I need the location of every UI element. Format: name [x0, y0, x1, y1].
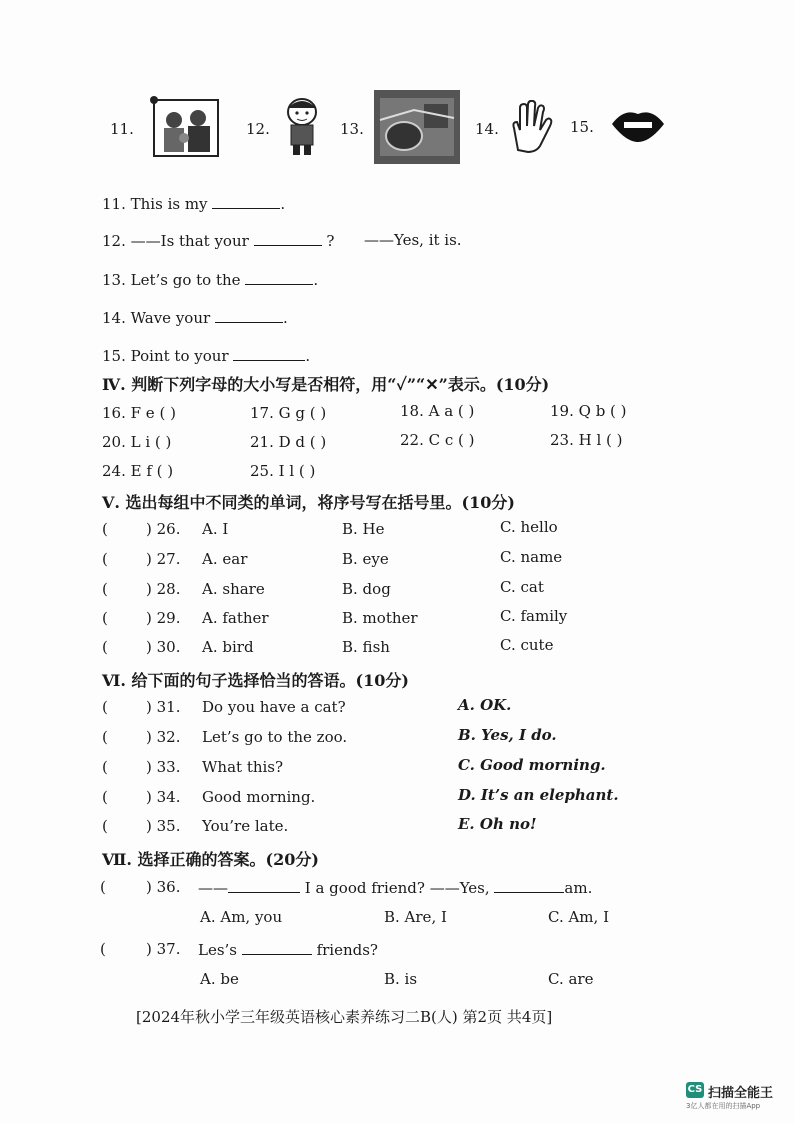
- answer-blank[interactable]: [245, 270, 313, 285]
- section-4-title: Ⅳ. 判断下列字母的大小写是否相符，用“✓”“✕”表示。(10分): [102, 375, 550, 394]
- question-text: Do you have a cat?: [202, 698, 346, 716]
- page-footer: [2024年秋小学三年级英语核心素养练习二B(人) 第2页 共4页]: [136, 1008, 553, 1026]
- case-check-item[interactable]: 21. D d ( ): [250, 433, 327, 451]
- zoo-icon: [374, 90, 460, 164]
- answer-blank[interactable]: [228, 878, 300, 893]
- question-text: Let’s go to the zoo.: [202, 728, 348, 746]
- option-c: C. name: [500, 548, 563, 566]
- case-check-item[interactable]: 19. Q b ( ): [550, 402, 627, 420]
- option-a: A. ear: [202, 550, 248, 568]
- question-36-text: —— I a good friend? ——Yes, am.: [198, 879, 593, 897]
- option-c: C. cat: [500, 578, 544, 596]
- answer-blank[interactable]: [494, 878, 564, 893]
- answer-blank[interactable]: [233, 346, 305, 361]
- answer-paren[interactable]: (: [102, 817, 108, 835]
- answer-paren[interactable]: (: [102, 758, 108, 776]
- option-c: C. Am, I: [548, 908, 609, 926]
- answer-paren[interactable]: (: [100, 878, 106, 896]
- option-c: C. family: [500, 607, 568, 625]
- answer-paren[interactable]: (: [102, 698, 108, 716]
- answer-paren[interactable]: (: [102, 580, 108, 598]
- answer-paren[interactable]: (: [102, 550, 108, 568]
- fill-in-item-12: 12. ——Is that your ?: [102, 232, 335, 250]
- question-text: What this?: [202, 758, 284, 776]
- watermark-tagline: 3亿人都在用的扫描App: [686, 1102, 761, 1110]
- option-b: B. He: [342, 520, 385, 538]
- answer-blank[interactable]: [212, 194, 280, 209]
- case-check-item[interactable]: 22. C c ( ): [400, 431, 475, 449]
- option-a: A. father: [202, 609, 269, 627]
- question-number: ) 33.: [146, 758, 181, 776]
- case-check-item[interactable]: 20. L i ( ): [102, 433, 172, 451]
- response-option: A. OK.: [458, 696, 512, 714]
- option-b: B. Are, I: [384, 908, 447, 926]
- picture-label: 14.: [475, 120, 499, 138]
- case-check-item[interactable]: 17. G g ( ): [250, 404, 327, 422]
- option-a: A. be: [200, 970, 239, 988]
- fill-in-item-11: 11. This is my .: [102, 195, 286, 213]
- section-5-title: Ⅴ. 选出每组中不同类的单词，将序号写在括号里。(10分): [102, 493, 515, 512]
- answer-blank[interactable]: [254, 231, 322, 246]
- question-number: ) 31.: [146, 698, 181, 716]
- question-number: ) 32.: [146, 728, 181, 746]
- option-a: A. share: [202, 580, 265, 598]
- picture-label: 13.: [340, 120, 364, 138]
- fill-in-reply-12: ——Yes, it is.: [364, 231, 462, 249]
- family-photo-icon: [150, 94, 222, 160]
- answer-paren[interactable]: (: [102, 728, 108, 746]
- option-c: C. are: [548, 970, 594, 988]
- answer-paren[interactable]: (: [102, 788, 108, 806]
- fill-in-item-14: 14. Wave your .: [102, 309, 288, 327]
- hand-icon: [508, 100, 554, 154]
- boy-icon: [282, 96, 322, 158]
- option-b: B. dog: [342, 580, 391, 598]
- camscanner-logo-icon: CS: [686, 1082, 704, 1098]
- question-number: ) 29.: [146, 609, 181, 627]
- response-option: D. It’s an elephant.: [458, 786, 619, 804]
- picture-label: 12.: [246, 120, 270, 138]
- option-b: B. fish: [342, 638, 390, 656]
- response-option: C. Good morning.: [458, 756, 606, 774]
- option-a: A. bird: [202, 638, 254, 656]
- answer-paren[interactable]: (: [102, 520, 108, 538]
- fill-in-item-13: 13. Let’s go to the .: [102, 271, 319, 289]
- question-number: ) 28.: [146, 580, 181, 598]
- answer-paren[interactable]: (: [102, 609, 108, 627]
- picture-label: 11.: [110, 120, 134, 138]
- answer-paren[interactable]: (: [102, 638, 108, 656]
- option-a: A. Am, you: [200, 908, 283, 926]
- question-number: ) 34.: [146, 788, 181, 806]
- picture-label: 15.: [570, 118, 594, 136]
- section-6-title: Ⅵ. 给下面的句子选择恰当的答语。(10分): [102, 671, 409, 690]
- response-option: E. Oh no!: [458, 815, 537, 833]
- case-check-item[interactable]: 16. F e ( ): [102, 404, 176, 422]
- case-check-item[interactable]: 18. A a ( ): [400, 402, 475, 420]
- watermark-name: 扫描全能王: [708, 1086, 774, 1101]
- answer-paren[interactable]: (: [100, 940, 106, 958]
- option-c: C. cute: [500, 636, 554, 654]
- case-check-item[interactable]: 25. I l ( ): [250, 462, 316, 480]
- answer-blank[interactable]: [215, 308, 283, 323]
- section-7-title: Ⅶ. 选择正确的答案。(20分): [102, 850, 319, 869]
- option-b: B. is: [384, 970, 418, 988]
- answer-blank[interactable]: [242, 940, 312, 955]
- question-text: You’re late.: [202, 817, 289, 835]
- question-37-text: Les’s friends?: [198, 941, 378, 959]
- option-b: B. eye: [342, 550, 389, 568]
- case-check-item[interactable]: 23. H l ( ): [550, 431, 623, 449]
- option-a: A. I: [202, 520, 229, 538]
- option-b: B. mother: [342, 609, 418, 627]
- question-number: ) 36.: [146, 878, 181, 896]
- question-number: ) 26.: [146, 520, 181, 538]
- question-number: ) 37.: [146, 940, 181, 958]
- mouth-icon: [610, 106, 666, 144]
- question-text: Good morning.: [202, 788, 316, 806]
- option-c: C. hello: [500, 518, 558, 536]
- response-option: B. Yes, I do.: [458, 726, 557, 744]
- fill-in-item-15: 15. Point to your .: [102, 347, 311, 365]
- case-check-item[interactable]: 24. E f ( ): [102, 462, 174, 480]
- question-number: ) 27.: [146, 550, 181, 568]
- question-number: ) 35.: [146, 817, 181, 835]
- question-number: ) 30.: [146, 638, 181, 656]
